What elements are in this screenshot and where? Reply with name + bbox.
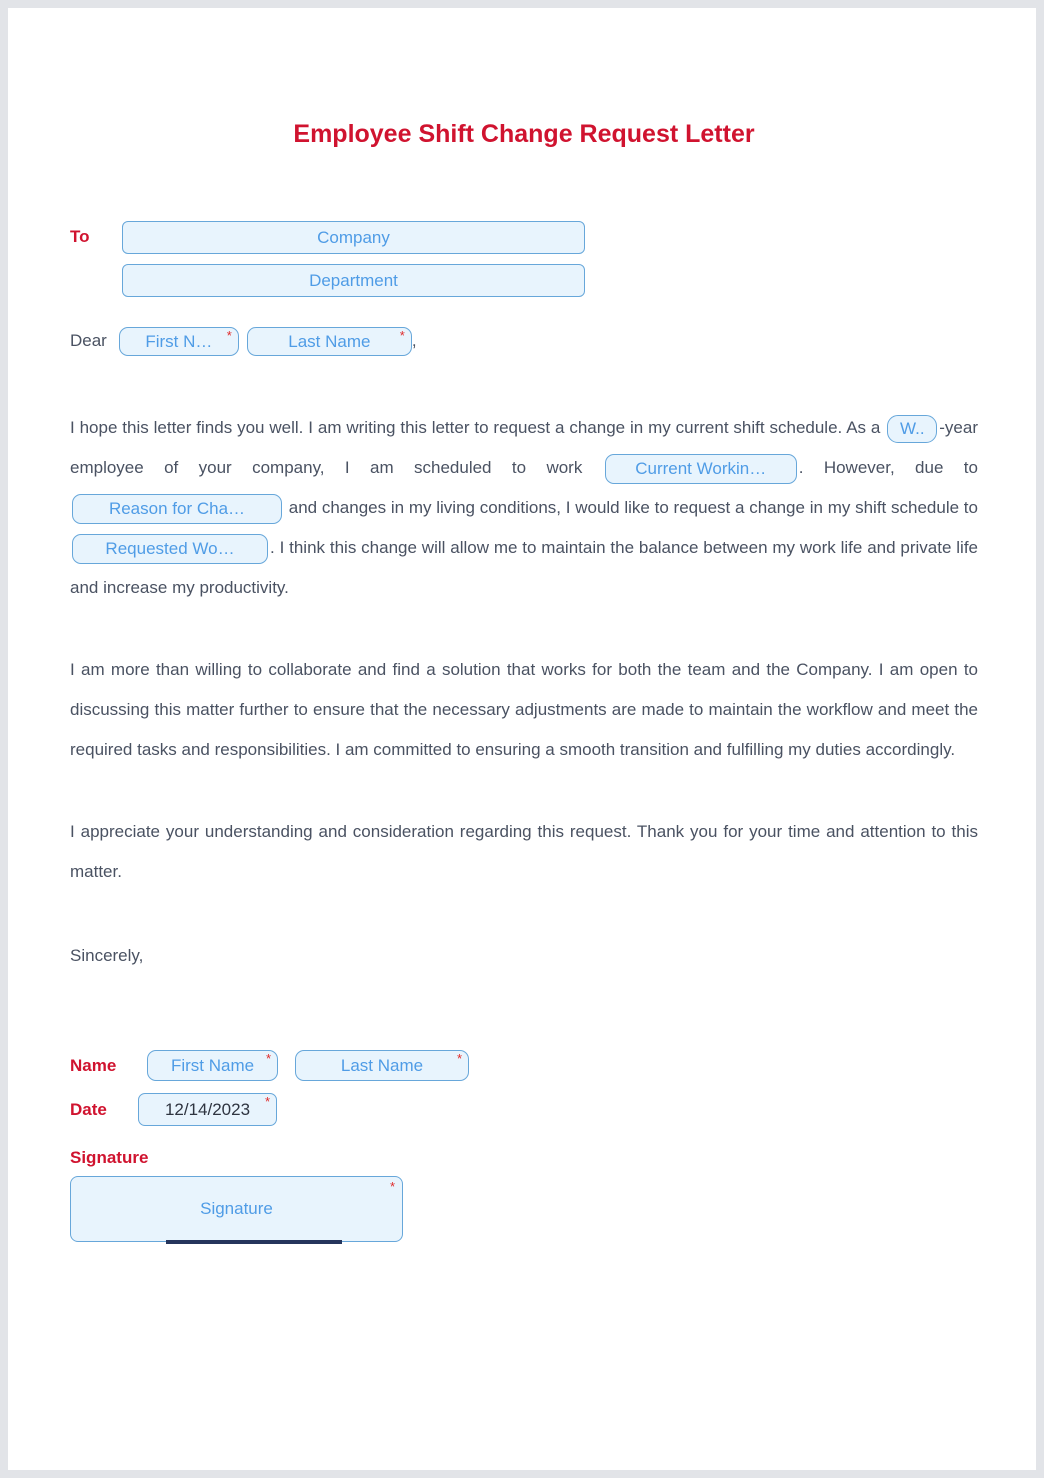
salutation-first-name-field[interactable] xyxy=(119,327,239,356)
paragraph-1-text-1: I hope this letter finds you well. I am writing this letter to request a change in my current shift schedule. As a xyxy=(70,418,886,437)
signature-first-name-placeholder: First Name xyxy=(170,1055,255,1075)
paragraph-1-text-2: -year employee of your company, I am scheduled to work xyxy=(70,418,978,477)
paragraph-3: I appreciate your understanding and consideration regarding this request. Thank you for your time and attention to this matter. xyxy=(70,822,978,881)
required-asterisk: * xyxy=(389,1179,395,1194)
signature-last-name-field[interactable] xyxy=(295,1050,469,1081)
requested-placeholder: Requested Wo… xyxy=(105,538,235,558)
recipient-section xyxy=(70,221,978,297)
paragraph-1-text-5: . I think this change will allow me to maintain the balance between my work life and private life and increase my productivity. xyxy=(70,538,978,597)
letter-page xyxy=(8,8,1036,1470)
required-asterisk: * xyxy=(226,328,232,343)
date-row xyxy=(70,1093,978,1126)
to-label: To xyxy=(70,227,90,246)
reason-for-change-field[interactable] xyxy=(72,494,282,524)
salutation-comma: , xyxy=(411,330,417,350)
years-with-company-field[interactable] xyxy=(887,415,937,443)
paragraph-1-text-4: and changes in my living conditions, I would like to request a change in my shift schedule to xyxy=(284,498,978,517)
paragraph-2: I am more than willing to collaborate and find a solution that works for both the team and the Company. I am open to discussing this matter further to ensure that the necessary adjustments are made to maintain the workflow and meet the required tasks and responsibilities. I am committed to ensuring a smooth transition and fulfilling my duties accordingly. xyxy=(70,660,978,759)
salutation-last-name-placeholder: Last Name xyxy=(288,331,371,351)
required-asterisk: * xyxy=(264,1094,270,1109)
recipient-fields xyxy=(122,221,585,297)
signature-baseline xyxy=(166,1240,342,1244)
current-shift-placeholder: Current Workin… xyxy=(635,458,767,478)
required-asterisk: * xyxy=(456,1051,462,1066)
required-asterisk: * xyxy=(399,328,405,343)
date-label: Date xyxy=(70,1099,107,1119)
paragraph-1-text-3: . However, due to xyxy=(798,458,978,477)
salutation-first-name-placeholder: First N… xyxy=(145,331,213,351)
requested-shift-field[interactable] xyxy=(72,534,268,564)
date-field[interactable] xyxy=(138,1093,277,1126)
name-row xyxy=(70,1050,978,1081)
signature-placeholder: Signature xyxy=(200,1199,273,1218)
signature-last-name-placeholder: Last Name xyxy=(340,1055,424,1075)
reason-placeholder: Reason for Cha… xyxy=(108,498,246,518)
page-title: Employee Shift Change Request Letter xyxy=(293,120,755,148)
department-field[interactable] xyxy=(122,264,585,297)
company-placeholder: Company xyxy=(317,227,390,247)
years-placeholder: W.. xyxy=(899,418,925,438)
dear-label: Dear xyxy=(70,330,107,350)
company-field[interactable] xyxy=(122,221,585,254)
date-value: 12/14/2023 xyxy=(164,1099,251,1119)
signature-first-name-field[interactable] xyxy=(147,1050,278,1081)
signature-label: Signature xyxy=(70,1148,149,1167)
signature-pad[interactable] xyxy=(70,1176,403,1242)
name-label: Name xyxy=(70,1055,117,1075)
closing-text: Sincerely, xyxy=(70,946,144,965)
salutation-row xyxy=(70,327,978,356)
required-asterisk: * xyxy=(265,1051,271,1066)
department-placeholder: Department xyxy=(309,270,398,290)
paragraph-1 xyxy=(70,408,978,608)
salutation-last-name-field[interactable] xyxy=(247,327,412,356)
current-shift-field[interactable] xyxy=(605,454,797,484)
